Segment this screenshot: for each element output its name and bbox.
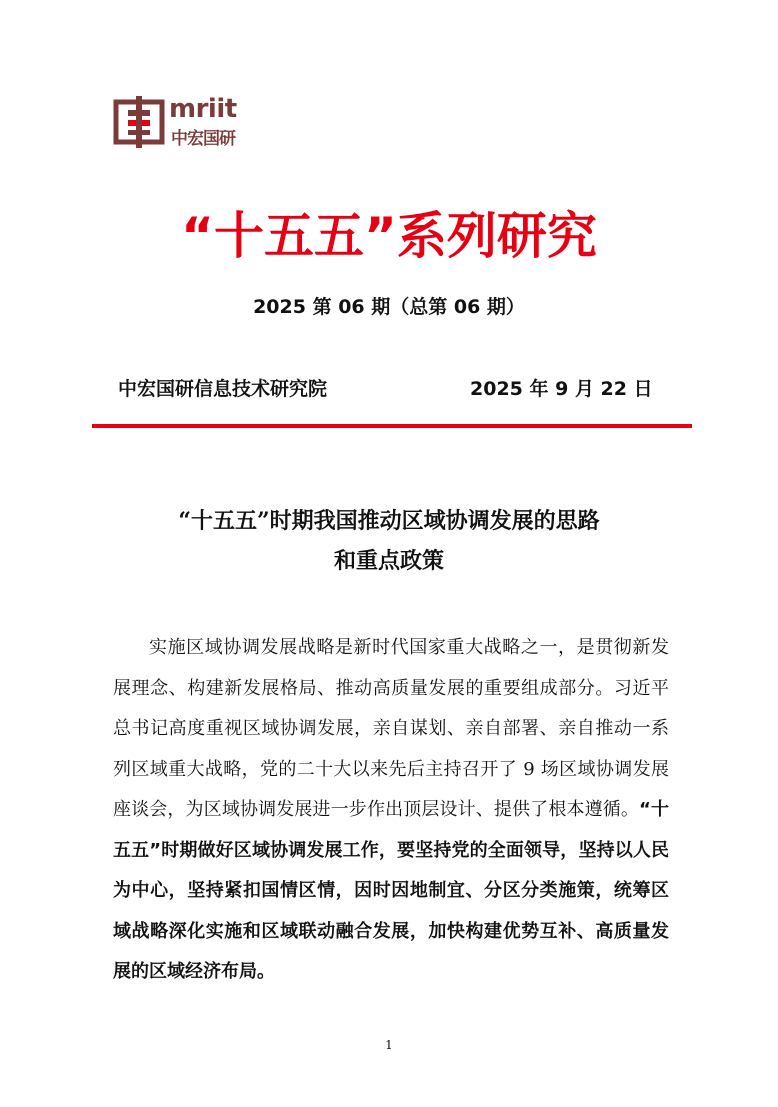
- page-number: 1: [385, 1038, 393, 1052]
- logo-text-cn: 中宏国研: [171, 129, 235, 149]
- series-title: “十五五”系列研究: [181, 207, 597, 265]
- article-body: [113, 628, 669, 993]
- article-title-line1: “十五五”时期我国推动区域协调发展的思路: [178, 508, 600, 534]
- institute-name: 中宏国研信息技术研究院: [118, 378, 328, 400]
- paragraph-emphasis: “十五五”时期做好区域协调发展工作，要坚持党的全面领导，坚持以人民为中心，坚持紧扣国情区情，因时因地制宜、分区分类施策，统筹区域战略深化实施和区域联动融合发展，加快构建优势互补、高质量发展的区域经济布局。: [113, 799, 669, 982]
- issue-number: 2025 第 06 期（总第 06 期）: [253, 296, 525, 318]
- paragraph: [113, 628, 669, 993]
- article-title: [0, 501, 778, 581]
- paragraph-text: 实施区域协调发展战略是新时代国家重大战略之一，是贯彻新发展理念、构建新发展格局、推动高质量发展的重要组成部分。习近平总书记高度重视区域协调发展，亲自谋划、亲自部署、亲自推动一系列区域重大战略，党的二十大以来先后主持召开了 9 场区域协调发展座谈会，为区域协调发展进一步作出顶层设计、提供了根本遵循。: [113, 637, 669, 820]
- logo-text-en: mriit: [169, 94, 237, 124]
- logo-mark-icon: [113, 96, 165, 148]
- mriit-logo: [113, 92, 243, 150]
- publish-date: 2025 年 9 月 22 日: [470, 378, 653, 400]
- article-title-line2: 和重点政策: [333, 548, 444, 574]
- header-divider: [92, 424, 692, 428]
